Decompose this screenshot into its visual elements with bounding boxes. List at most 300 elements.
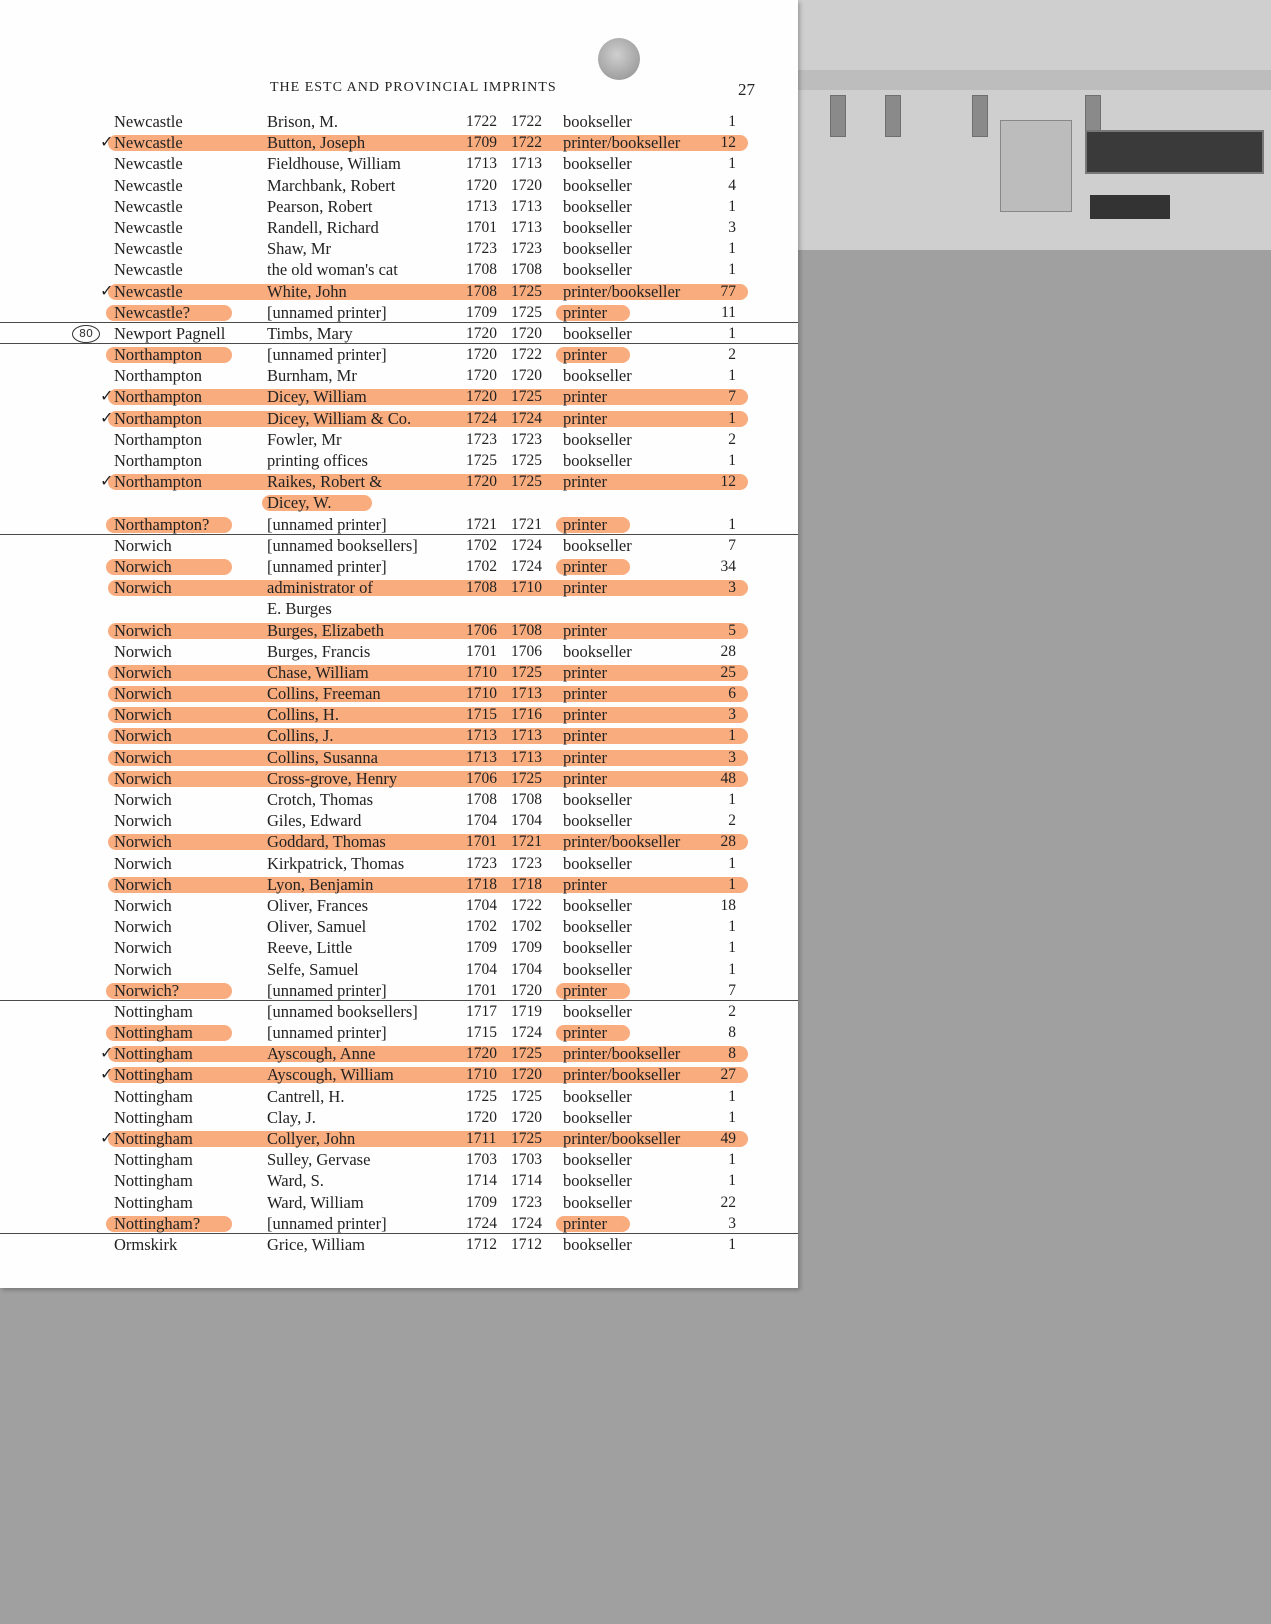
count-cell: 8	[728, 1045, 736, 1063]
last-year-cell: 1716	[511, 706, 542, 724]
place-cell: Norwich	[114, 938, 172, 958]
first-year-cell: 1723	[466, 240, 497, 258]
place-cell: Northampton	[114, 387, 202, 407]
count-cell: 1	[728, 261, 736, 279]
table-row	[0, 535, 798, 556]
table-row	[0, 132, 798, 153]
name-cell: Clay, J.	[267, 1107, 316, 1127]
place-cell: Newport Pagnell	[114, 323, 226, 343]
table-row	[0, 111, 798, 132]
place-cell: Norwich	[114, 684, 172, 704]
place-cell: Nottingham	[114, 1023, 193, 1043]
name-cell: Pearson, Robert	[267, 196, 373, 216]
last-year-cell: 1713	[511, 197, 542, 215]
last-year-cell: 1725	[511, 1045, 542, 1063]
name-cell: Shaw, Mr	[267, 239, 332, 259]
role-cell: bookseller	[563, 938, 632, 958]
first-year-cell: 1710	[466, 663, 497, 681]
name-cell: the old woman's cat	[267, 260, 398, 280]
last-year-cell: 1713	[511, 155, 542, 173]
count-cell: 48	[720, 769, 736, 787]
name-cell: Chase, William	[267, 662, 369, 682]
table-row	[0, 492, 798, 513]
last-year-cell: 1723	[511, 430, 542, 448]
name-cell: Selfe, Samuel	[267, 959, 359, 979]
role-cell: printer	[563, 514, 607, 534]
last-year-cell: 1722	[511, 134, 542, 152]
first-year-cell: 1702	[466, 918, 497, 936]
count-cell: 22	[720, 1193, 736, 1211]
role-cell: bookseller	[563, 112, 632, 131]
name-cell: Ayscough, Anne	[267, 1044, 376, 1064]
role-cell: bookseller	[563, 217, 632, 237]
last-year-cell: 1725	[511, 663, 542, 681]
first-year-cell: 1720	[466, 324, 497, 342]
check-mark: ✓	[100, 1045, 114, 1063]
table-row	[0, 386, 798, 407]
role-cell: bookseller	[563, 1234, 632, 1254]
place-cell: Norwich	[114, 556, 172, 576]
place-cell: Nottingham	[114, 1044, 193, 1064]
role-cell: bookseller	[563, 239, 632, 259]
table-row	[0, 1170, 798, 1191]
place-cell: Nottingham	[114, 1129, 193, 1148]
role-cell: bookseller	[563, 175, 632, 195]
place-cell: Newcastle	[114, 281, 183, 301]
role-cell: printer	[563, 662, 607, 682]
table-row	[0, 704, 798, 725]
count-cell: 1	[728, 155, 736, 173]
name-cell: [unnamed printer]	[267, 556, 387, 576]
count-cell: 12	[720, 134, 736, 152]
place-cell: Newcastle	[114, 196, 183, 216]
last-year-cell: 1724	[511, 1214, 542, 1232]
table-row	[0, 344, 798, 365]
table-row	[0, 1064, 798, 1085]
role-cell: printer	[563, 556, 607, 576]
last-year-cell: 1725	[511, 769, 542, 787]
place-cell: Newcastle	[114, 133, 183, 153]
count-cell: 18	[720, 896, 736, 914]
name-cell: Burnham, Mr	[267, 366, 357, 386]
first-year-cell: 1722	[466, 113, 497, 130]
role-cell: printer	[563, 874, 607, 894]
first-year-cell: 1711	[466, 1130, 497, 1147]
first-year-cell: 1720	[466, 367, 497, 385]
place-cell: Newcastle?	[114, 302, 191, 322]
first-year-cell: 1725	[466, 1087, 497, 1105]
table-row	[0, 1022, 798, 1043]
name-cell: Fowler, Mr	[267, 429, 342, 449]
name-cell: Ward, S.	[267, 1171, 324, 1191]
place-cell: Norwich	[114, 641, 172, 661]
first-year-cell: 1708	[466, 791, 497, 808]
count-cell: 28	[720, 833, 736, 851]
place-cell: Norwich	[114, 853, 172, 873]
place-cell: Nottingham	[114, 1001, 193, 1021]
count-cell: 1	[728, 875, 736, 893]
role-cell: printer	[563, 408, 607, 428]
name-cell: [unnamed printer]	[267, 302, 387, 322]
name-cell: Cross-grove, Henry	[267, 768, 398, 788]
name-cell: Giles, Edward	[267, 811, 362, 831]
table-row	[0, 853, 798, 874]
count-cell: 1	[728, 515, 736, 533]
table-row	[0, 429, 798, 450]
name-cell: [unnamed booksellers]	[267, 1001, 418, 1021]
last-year-cell: 1725	[511, 452, 542, 469]
table-row	[0, 1001, 798, 1022]
name-cell: [unnamed printer]	[267, 1023, 387, 1043]
name-cell: Collins, H.	[267, 705, 339, 725]
place-cell: Northampton	[114, 408, 202, 428]
table-row	[0, 598, 798, 619]
role-cell: bookseller	[563, 1192, 632, 1212]
table-row	[0, 789, 798, 810]
role-cell: bookseller	[563, 451, 632, 470]
place-cell: Newcastle	[114, 239, 183, 259]
last-year-cell: 1710	[511, 579, 542, 597]
place-cell: Norwich	[114, 959, 172, 979]
table-row	[0, 281, 798, 302]
first-year-cell: 1704	[466, 896, 497, 914]
name-cell: [unnamed printer]	[267, 1213, 387, 1233]
role-cell: printer	[563, 726, 607, 746]
last-year-cell: 1709	[511, 939, 542, 957]
name-cell: Marchbank, Robert	[267, 175, 396, 195]
first-year-cell: 1720	[466, 176, 497, 194]
role-cell: printer	[563, 1213, 607, 1233]
table-row	[0, 323, 798, 344]
highlighter-mark	[108, 707, 748, 723]
name-cell: Ward, William	[267, 1192, 364, 1212]
count-cell: 7	[728, 388, 736, 406]
first-year-cell: 1710	[466, 685, 497, 703]
name-cell: Fieldhouse, William	[267, 154, 401, 174]
place-cell: Nottingham	[114, 1192, 193, 1212]
count-cell: 1	[728, 113, 736, 130]
count-cell: 1	[728, 1108, 736, 1126]
role-cell: bookseller	[563, 790, 632, 809]
table-row	[0, 514, 798, 535]
role-cell: bookseller	[563, 1107, 632, 1127]
first-year-cell: 1714	[466, 1172, 497, 1190]
count-cell: 3	[728, 218, 736, 236]
count-cell: 12	[720, 473, 736, 491]
last-year-cell: 1721	[511, 515, 542, 533]
name-cell: Timbs, Mary	[267, 323, 353, 343]
place-cell: Norwich	[114, 620, 172, 640]
place-cell: Norwich	[114, 768, 172, 788]
last-year-cell: 1723	[511, 1193, 542, 1211]
last-year-cell: 1724	[511, 1024, 542, 1042]
table-row	[0, 1128, 798, 1149]
place-cell: Nottingham	[114, 1065, 193, 1085]
count-cell: 1	[728, 1151, 736, 1169]
name-cell: Grice, William	[267, 1234, 366, 1254]
table-row	[0, 1149, 798, 1170]
place-cell: Newcastle	[114, 217, 183, 237]
name-cell: Randell, Richard	[267, 217, 379, 237]
last-year-cell: 1708	[511, 261, 542, 279]
first-year-cell: 1718	[466, 875, 497, 893]
count-cell: 1	[728, 1172, 736, 1190]
count-cell: 1	[728, 960, 736, 978]
count-cell: 1	[728, 409, 736, 427]
role-cell: bookseller	[563, 1171, 632, 1191]
first-year-cell: 1713	[466, 197, 497, 215]
last-year-cell: 1704	[511, 812, 542, 830]
first-year-cell: 1709	[466, 939, 497, 957]
table-row	[0, 153, 798, 174]
first-year-cell: 1701	[466, 981, 497, 999]
name-cell: [unnamed printer]	[267, 514, 387, 534]
name-cell: Button, Joseph	[267, 133, 366, 153]
count-cell: 34	[720, 557, 736, 575]
role-cell: bookseller	[563, 1086, 632, 1106]
last-year-cell: 1718	[511, 875, 542, 893]
first-year-cell: 1720	[466, 346, 497, 364]
table-row	[0, 1043, 798, 1064]
name-cell: Sulley, Gervase	[267, 1150, 371, 1170]
role-cell: printer/bookseller	[563, 1065, 681, 1085]
role-cell: bookseller	[563, 260, 632, 280]
last-year-cell: 1725	[511, 303, 542, 321]
check-mark: ✓	[100, 1130, 114, 1147]
highlighter-mark	[108, 580, 748, 596]
first-year-cell: 1725	[466, 452, 497, 469]
table-row	[0, 238, 798, 259]
count-cell: 2	[728, 430, 736, 448]
highlighter-mark	[108, 750, 748, 766]
count-cell: 8	[728, 1024, 736, 1042]
name-cell: Burges, Francis	[267, 641, 371, 661]
first-year-cell: 1717	[466, 1002, 497, 1020]
check-mark: ✓	[100, 282, 114, 300]
place-cell: Newcastle	[114, 154, 183, 174]
name-cell: Collins, J.	[267, 726, 334, 746]
name-cell: Ayscough, William	[267, 1065, 394, 1085]
role-cell: bookseller	[563, 323, 632, 343]
role-cell: printer	[563, 768, 607, 788]
first-year-cell: 1712	[466, 1235, 497, 1253]
name-cell: Crotch, Thomas	[267, 790, 374, 809]
count-cell: 1	[728, 324, 736, 342]
table-row	[0, 874, 798, 895]
name-cell: Reeve, Little	[267, 938, 353, 958]
first-year-cell: 1708	[466, 282, 497, 300]
count-cell: 2	[728, 812, 736, 830]
place-cell: Norwich?	[114, 980, 180, 1000]
circled-annotation: 80	[72, 325, 100, 343]
first-year-cell: 1702	[466, 536, 497, 554]
table-row	[0, 1234, 798, 1255]
table-row	[0, 217, 798, 238]
place-cell: Northampton	[114, 429, 202, 449]
count-cell: 1	[728, 791, 736, 808]
count-cell: 4	[728, 176, 736, 194]
table-row	[0, 959, 798, 980]
highlighter-mark	[108, 686, 748, 702]
name-cell: Dicey, William	[267, 387, 367, 407]
table-row	[0, 577, 798, 598]
role-cell: bookseller	[563, 1150, 632, 1170]
last-year-cell: 1720	[511, 981, 542, 999]
name-cell: administrator of	[267, 578, 373, 598]
name-cell: Brison, M.	[267, 112, 339, 131]
count-cell: 1	[728, 197, 736, 215]
first-year-cell: 1723	[466, 854, 497, 872]
table-row	[0, 937, 798, 958]
role-cell: printer	[563, 1023, 607, 1043]
name-cell: Goddard, Thomas	[267, 832, 386, 852]
scanner-tab	[1000, 120, 1072, 212]
table-row	[0, 980, 798, 1001]
check-mark: ✓	[100, 388, 114, 406]
role-cell: printer	[563, 747, 607, 767]
count-cell: 25	[720, 663, 736, 681]
name-cell: Oliver, Samuel	[267, 917, 367, 937]
count-cell: 2	[728, 1002, 736, 1020]
count-cell: 7	[728, 981, 736, 999]
place-cell: Norwich	[114, 535, 172, 555]
name-cell: [unnamed booksellers]	[267, 535, 418, 555]
place-cell: Norwich	[114, 895, 172, 915]
count-cell: 28	[720, 642, 736, 660]
count-cell: 77	[720, 282, 736, 300]
last-year-cell: 1720	[511, 367, 542, 385]
first-year-cell: 1723	[466, 430, 497, 448]
count-cell: 49	[720, 1130, 736, 1147]
highlighter-mark	[108, 771, 748, 787]
table-row	[0, 1107, 798, 1128]
role-cell: bookseller	[563, 196, 632, 216]
table-row	[0, 365, 798, 386]
role-cell: printer/bookseller	[563, 832, 681, 852]
last-year-cell: 1722	[511, 346, 542, 364]
place-cell: Norwich	[114, 790, 172, 809]
name-cell: Dicey, William & Co.	[267, 408, 412, 428]
name-cell: Cantrell, H.	[267, 1086, 345, 1106]
first-year-cell: 1701	[466, 642, 497, 660]
place-cell: Nottingham?	[114, 1213, 201, 1233]
last-year-cell: 1702	[511, 918, 542, 936]
role-cell: bookseller	[563, 154, 632, 174]
last-year-cell: 1722	[511, 896, 542, 914]
role-cell: printer	[563, 302, 607, 322]
highlighter-mark	[108, 389, 748, 405]
first-year-cell: 1715	[466, 1024, 497, 1042]
first-year-cell: 1721	[466, 515, 497, 533]
count-cell: 1	[728, 452, 736, 469]
first-year-cell: 1724	[466, 1214, 497, 1232]
check-mark: ✓	[100, 1066, 114, 1084]
first-year-cell: 1706	[466, 769, 497, 787]
running-header: THE ESTC AND PROVINCIAL IMPRINTS	[270, 80, 557, 95]
role-cell: printer	[563, 472, 607, 492]
imprint-table	[0, 111, 798, 1255]
last-year-cell: 1724	[511, 557, 542, 575]
role-cell: printer	[563, 620, 607, 640]
scanner-clip	[972, 95, 988, 137]
place-cell: Newcastle	[114, 112, 183, 131]
first-year-cell: 1713	[466, 727, 497, 745]
role-cell: printer	[563, 980, 607, 1000]
last-year-cell: 1708	[511, 621, 542, 639]
place-cell: Norwich	[114, 832, 172, 852]
name-cell: printing offices	[267, 451, 368, 470]
place-cell: Northampton	[114, 451, 202, 470]
role-cell: bookseller	[563, 1001, 632, 1021]
last-year-cell: 1714	[511, 1172, 542, 1190]
role-cell: bookseller	[563, 959, 632, 979]
table-row	[0, 916, 798, 937]
last-year-cell: 1706	[511, 642, 542, 660]
last-year-cell: 1720	[511, 1108, 542, 1126]
check-mark: ✓	[100, 134, 114, 152]
scanner-slot	[1085, 130, 1264, 174]
highlighter-mark	[108, 623, 748, 639]
role-cell: printer	[563, 684, 607, 704]
table-row	[0, 408, 798, 429]
first-year-cell: 1703	[466, 1151, 497, 1169]
first-year-cell: 1708	[466, 261, 497, 279]
count-cell: 2	[728, 346, 736, 364]
role-cell: bookseller	[563, 641, 632, 661]
last-year-cell: 1722	[511, 113, 542, 130]
role-cell: printer/bookseller	[563, 281, 681, 301]
last-year-cell: 1713	[511, 685, 542, 703]
place-cell: Norwich	[114, 662, 172, 682]
role-cell: printer	[563, 578, 607, 598]
name-cell: Oliver, Frances	[267, 895, 369, 915]
role-cell: bookseller	[563, 429, 632, 449]
count-cell: 5	[728, 621, 736, 639]
count-cell: 1	[728, 727, 736, 745]
name-cell: Collins, Susanna	[267, 747, 378, 767]
role-cell: bookseller	[563, 895, 632, 915]
count-cell: 7	[728, 536, 736, 554]
highlighter-mark	[108, 665, 748, 681]
first-year-cell: 1708	[466, 579, 497, 597]
last-year-cell: 1720	[511, 324, 542, 342]
last-year-cell: 1708	[511, 791, 542, 808]
table-row	[0, 895, 798, 916]
first-year-cell: 1701	[466, 218, 497, 236]
last-year-cell: 1720	[511, 176, 542, 194]
place-cell: Ormskirk	[114, 1234, 178, 1254]
name-cell: [unnamed printer]	[267, 345, 387, 365]
last-year-cell: 1703	[511, 1151, 542, 1169]
last-year-cell: 1724	[511, 409, 542, 427]
first-year-cell: 1704	[466, 812, 497, 830]
name-cell: Raikes, Robert &	[267, 472, 383, 492]
highlighter-mark	[108, 728, 748, 744]
table-row	[0, 620, 798, 641]
scanner-strip	[780, 70, 1271, 90]
table-row	[0, 302, 798, 323]
table-row	[0, 1086, 798, 1107]
name-cell: White, John	[267, 281, 347, 301]
role-cell: printer	[563, 705, 607, 725]
role-cell: bookseller	[563, 853, 632, 873]
count-cell: 3	[728, 579, 736, 597]
place-cell: Nottingham	[114, 1171, 193, 1191]
count-cell: 1	[728, 854, 736, 872]
place-cell: Norwich	[114, 874, 172, 894]
check-mark: ✓	[100, 473, 114, 491]
last-year-cell: 1725	[511, 1130, 542, 1147]
